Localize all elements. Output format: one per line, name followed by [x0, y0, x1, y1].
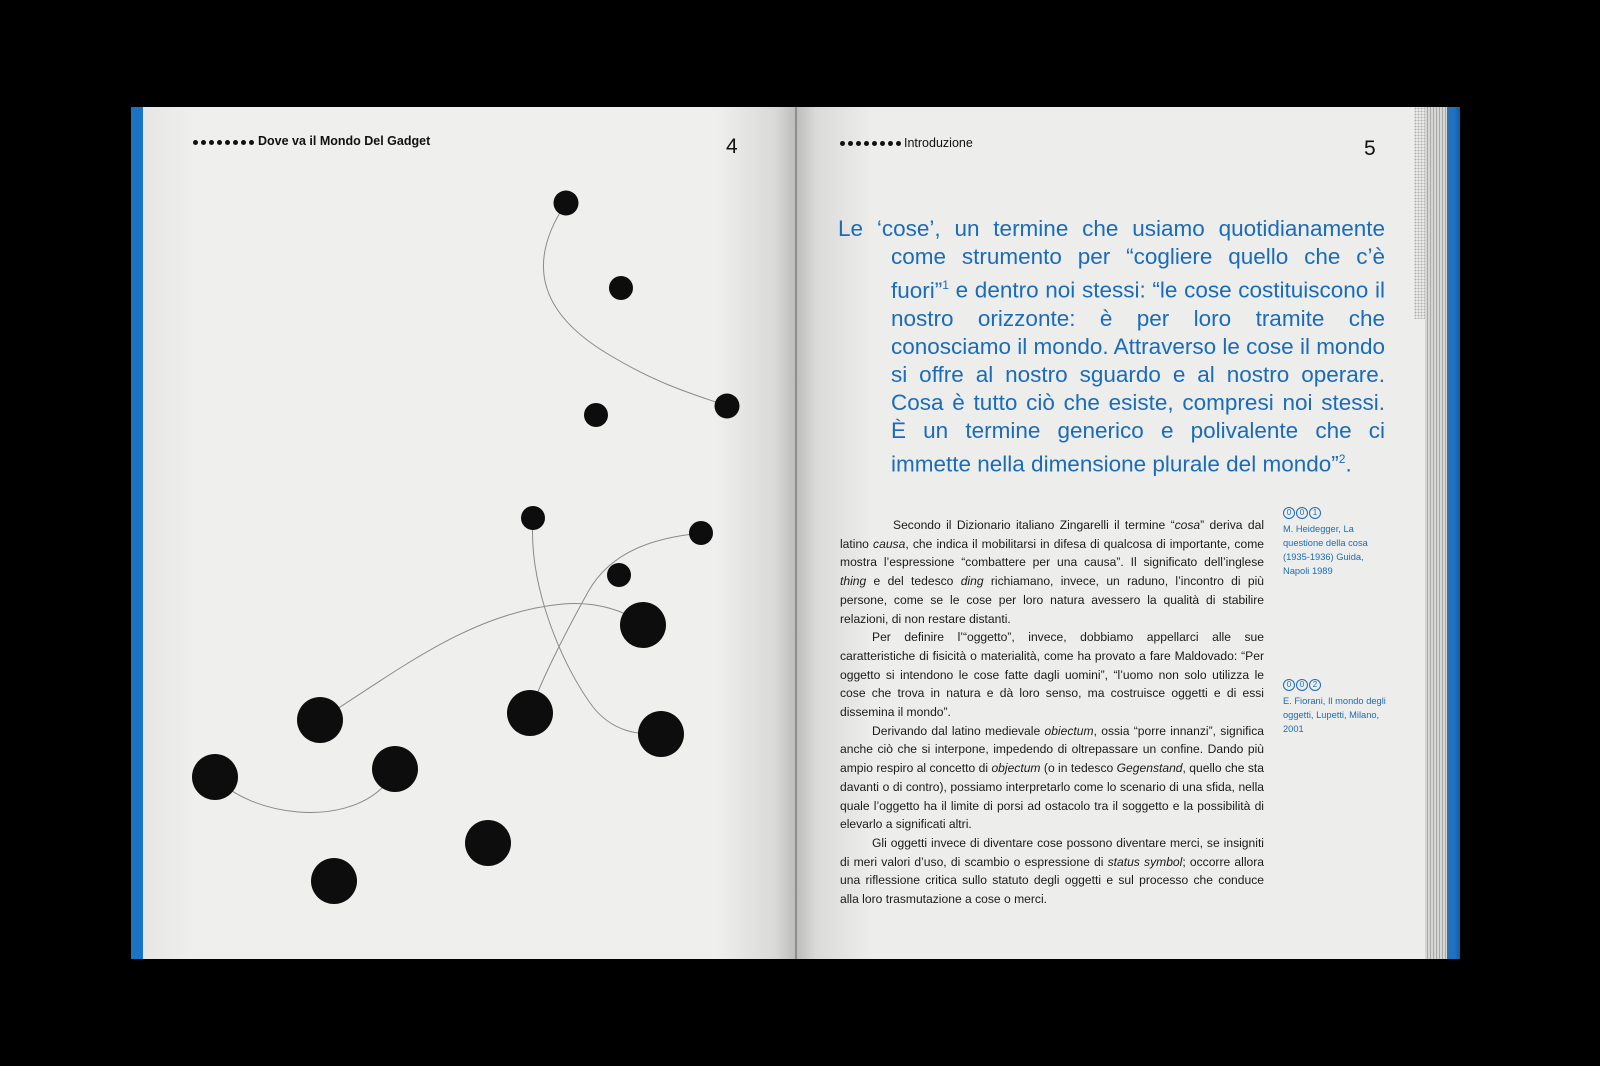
running-header-left: Dove va il Mondo Del Gadget [258, 134, 431, 148]
quote-body: e dentro noi stessi: “le cose costituiscono il nostro orizzonte: è per loro tramite che conosciamo il mondo. Attraverso le cose il mondo si offre al nostro sguardo e al nostro operare. Cosa è tutto ciò che esiste, compresi noi stessi. È un termine generico e polivalente che ci immette nella dimensione plurale del mondo” [891, 277, 1385, 476]
intro-pull-quote [838, 215, 1385, 478]
network-dot [192, 754, 238, 800]
right-page [797, 107, 1425, 959]
note-number-badge: 0 0 2 [1283, 679, 1321, 691]
body-paragraph: Per definire l’“oggetto”, invece, dobbiamo appellarci alle sue caratteristiche di fisicità o materialità, come ha provato a fare Maldovado: “Per oggetto si intendono le cose fatte dagli uomini”, “l’uomo non solo utilizza le cose che trova in natura e dà loro senso, ma costruisce oggetti e di essi dissemina il mondo”. [840, 630, 1264, 720]
dot-network-illustration [143, 107, 795, 959]
book-cover-edge-right [1447, 107, 1460, 959]
page-number-left: 4 [726, 135, 738, 158]
body-paragraph: Gli oggetti invece di diventare cose possono diventare merci, se insigniti di meri valori d’uso, di scambio o espressione di status symbol; occorre allora una riflessione critica sullo statuto degli oggetti e sul processo che conduce alla loro trasmutazione a cose o merci. [840, 835, 1264, 907]
network-dot [554, 191, 579, 216]
footnote-ref-1: 1 [942, 278, 949, 292]
network-dot [715, 394, 740, 419]
side-note-1 [1283, 505, 1389, 578]
network-dot [297, 697, 343, 743]
body-text [840, 516, 1264, 909]
page-stack-edge [1425, 107, 1447, 959]
network-dot [607, 563, 631, 587]
open-book [131, 107, 1460, 959]
page-number-right: 5 [1364, 137, 1376, 160]
header-dots-right [840, 141, 901, 146]
network-dot [638, 711, 684, 757]
footnote-ref-2: 2 [1338, 451, 1346, 466]
network-dot [507, 690, 553, 736]
network-dot [584, 403, 608, 427]
network-dot [689, 521, 713, 545]
quote-end: . [1345, 451, 1352, 476]
network-dot [620, 602, 666, 648]
network-dot [311, 858, 357, 904]
body-paragraph: Derivando dal latino medievale obiectum, ossia “porre innanzi”, significa anche ciò che si interpone, impedendo di oltrepassare un confine. Dando più ampio respiro al concetto di objectum (o in tedesco Gegenstand, quello che sta davanti o di contro), possiamo interpretarlo come lo scenario di una sfida, nella quale l’oggetto ha il limite di porsi ad ostacolo tra il soggetto e la possibilità di elevarlo a significati altri. [840, 723, 1265, 832]
left-page [143, 107, 795, 959]
side-note-2 [1283, 677, 1389, 736]
note-text: E. Fiorani, Il mondo degli oggetti, Lupetti, Milano, 2001 [1283, 696, 1386, 734]
network-dot [465, 820, 511, 866]
quote-lead: Le ‘cose’, un termine che usiamo quotidianamente come strumento per “cogliere quello che c’è fuori” [838, 216, 1385, 303]
network-dot [609, 276, 633, 300]
network-dot [372, 746, 418, 792]
note-number-badge: 0 0 1 [1283, 507, 1321, 519]
note-text: M. Heidegger, La questione della cosa (1935-1936) Guida, Napoli 1989 [1283, 524, 1368, 576]
body-paragraph: Secondo il Dizionario italiano Zingarelli il termine “cosa” deriva dal latino causa, che indica il mobilitarsi in difesa di qualcosa di importante, come mostra l’espressione “combattere per una causa”. Il significato dell’inglese thing e del tedesco ding richiamano, invece, un raduno, l’incontro di più persone, come se le cose per loro natura avessero la qualità di stabilire relazioni, di non restare distanti. [840, 518, 1265, 626]
book-cover-edge-left [131, 107, 143, 959]
running-header-right: Introduzione [904, 136, 973, 150]
network-dot [521, 506, 545, 530]
